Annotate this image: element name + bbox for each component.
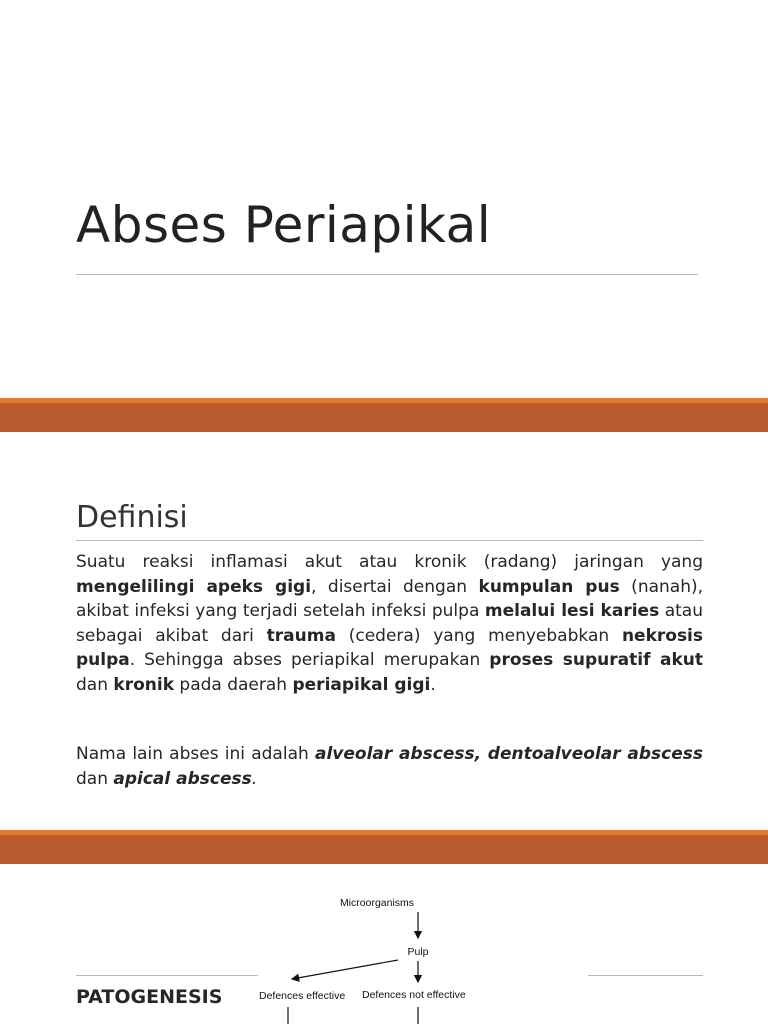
text-run: proses supuratif akut bbox=[489, 650, 703, 670]
node-pulp: Pulp bbox=[407, 946, 429, 958]
text-run: Suatu reaksi inflamasi akut atau kronik (radang) jaringan yang bbox=[76, 552, 703, 572]
text-run: atau sebagai akibat dari bbox=[76, 601, 703, 646]
title-divider bbox=[76, 274, 698, 275]
text-run: alveolar abscess, dentoalveolar abscess bbox=[314, 744, 703, 764]
text-run: periapikal gigi bbox=[292, 674, 431, 695]
pathogenesis-title: PATOGENESIS bbox=[76, 986, 223, 1008]
text-run: trauma bbox=[266, 625, 336, 646]
text-run: dan bbox=[76, 768, 114, 789]
node-defences-effective: Defences effective bbox=[259, 990, 346, 1002]
title-slide bbox=[0, 0, 768, 398]
text-run: apical abscess bbox=[113, 768, 252, 789]
slide-separator-band bbox=[0, 398, 768, 432]
text-run: dan bbox=[76, 674, 114, 695]
text-run: Nama lain abses ini adalah bbox=[76, 744, 315, 764]
slide-separator-band bbox=[0, 830, 768, 864]
node-defences-not-effective: Defences not effective bbox=[362, 989, 466, 1001]
text-run: (nanah), akibat infeksi yang terjadi setelah infeksi pulpa bbox=[76, 576, 704, 621]
text-run: , disertai dengan bbox=[311, 576, 479, 597]
text-run: mengelilingi apeks gigi bbox=[76, 576, 312, 597]
band-accent-line bbox=[0, 830, 768, 835]
text-run: . bbox=[251, 768, 258, 789]
definition-slide bbox=[0, 432, 768, 830]
node-microorganisms: Microorganisms bbox=[339, 897, 415, 909]
arrow-to-defences-effective bbox=[292, 960, 398, 979]
text-run: pada daerah bbox=[174, 674, 293, 695]
definition-heading: Definisi bbox=[76, 500, 188, 535]
slide-title: Abses Periapikal bbox=[76, 196, 492, 254]
text-run: nekrosis pulpa bbox=[76, 625, 704, 670]
text-run: kumpulan pus bbox=[478, 576, 620, 597]
text-run: melalui lesi karies bbox=[484, 601, 660, 621]
definition-paragraph bbox=[76, 550, 703, 697]
title-rule-left bbox=[76, 975, 258, 976]
heading-divider bbox=[76, 540, 703, 541]
text-run: . Sehingga abses periapikal merupakan bbox=[129, 650, 490, 670]
pathogenesis-flow-diagram bbox=[240, 864, 540, 1024]
band-accent-line bbox=[0, 398, 768, 403]
text-run: kronik bbox=[113, 674, 174, 695]
text-run: (cedera) yang menyebabkan bbox=[335, 625, 622, 646]
pathogenesis-slide bbox=[0, 864, 768, 1024]
title-rule-right bbox=[588, 975, 703, 976]
text-run: . bbox=[430, 674, 436, 695]
alternate-names-paragraph bbox=[76, 742, 703, 791]
